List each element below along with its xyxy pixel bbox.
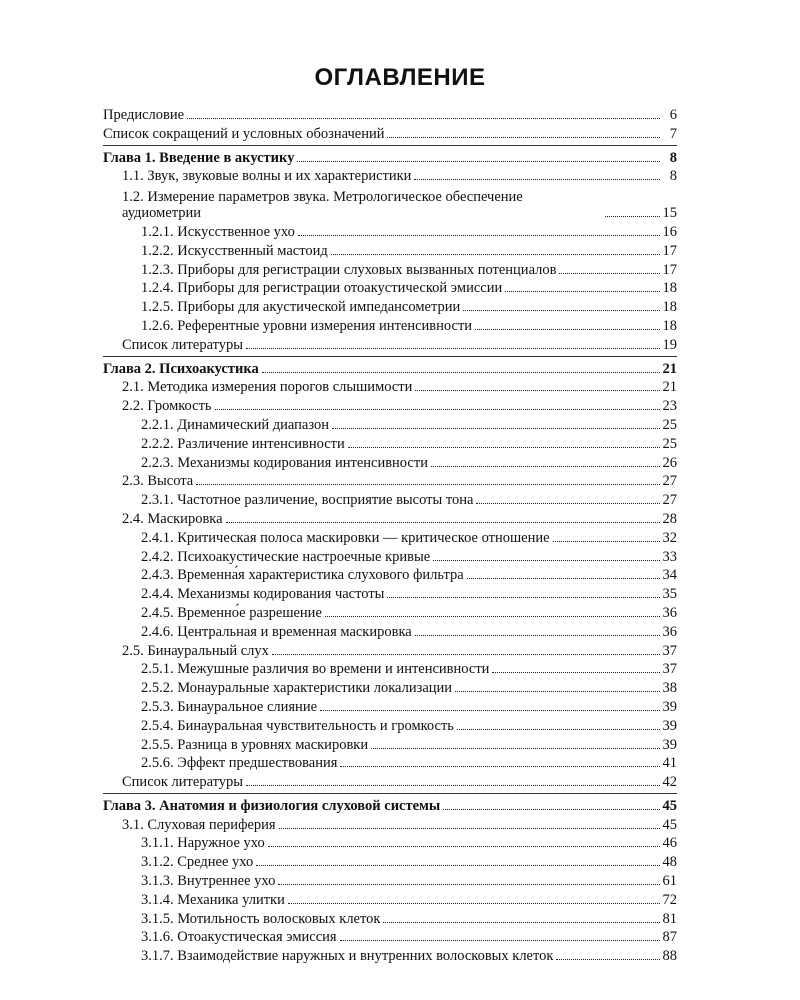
toc-entry[interactable] (103, 737, 677, 753)
toc-entry-page: 23 (662, 398, 677, 415)
toc-entry[interactable] (103, 318, 677, 334)
dot-leader (297, 161, 660, 162)
toc-entry-page: 33 (662, 548, 677, 565)
toc-entry[interactable] (103, 417, 677, 433)
toc-entry-page: 45 (662, 816, 677, 833)
toc-entry[interactable] (103, 817, 677, 833)
dot-leader (279, 828, 660, 829)
toc-entry-page: 48 (662, 854, 677, 871)
toc-entry-page: 42 (662, 774, 677, 791)
toc-entry[interactable] (103, 168, 677, 184)
toc-entry-label: 1.2.6. Референтные уровни измерения интенсивности (141, 317, 473, 334)
toc-entry[interactable] (103, 126, 677, 142)
toc-entry-page: 6 (669, 107, 677, 123)
toc-entry-page: 7 (669, 125, 677, 142)
toc-entry[interactable] (103, 835, 677, 851)
toc-entry-page: 34 (662, 567, 677, 584)
dot-leader (475, 329, 659, 330)
toc-entry-label: 2.4. Маскировка (122, 510, 223, 527)
dot-leader (298, 235, 660, 236)
toc-entry-label: 2.3. Высота (122, 473, 194, 490)
toc-entry[interactable] (103, 774, 677, 790)
toc-entry[interactable] (103, 473, 677, 489)
toc-entry[interactable] (103, 107, 677, 123)
dot-leader (371, 748, 659, 749)
dot-leader (415, 635, 660, 636)
toc-entry[interactable] (103, 492, 677, 508)
toc-entry-label: 3.1.3. Внутреннее ухо (141, 873, 276, 890)
toc-entry[interactable] (103, 398, 677, 414)
toc-entry[interactable] (103, 605, 677, 621)
toc-entry-label: 2.5.6. Эффект предшествования (141, 755, 338, 772)
toc-entry-label: Список сокращений и условных обозначений (103, 125, 385, 142)
toc-entry[interactable] (103, 567, 677, 583)
toc-entry[interactable] (103, 680, 677, 696)
toc-entry[interactable] (103, 586, 677, 602)
toc-entry-page: 27 (662, 492, 677, 509)
toc-chapter-entry[interactable] (103, 150, 677, 166)
dot-leader (505, 291, 659, 292)
toc-entry-label: 1.2.1. Искусственное ухо (141, 223, 295, 240)
toc-entry-label: 2.4.5. Временно́е разрешение (141, 604, 322, 621)
toc-entry-page: 21 (662, 379, 677, 396)
toc-entry-page: 25 (662, 435, 677, 452)
dot-leader (246, 348, 659, 349)
toc-entry[interactable] (103, 873, 677, 889)
dot-leader (414, 179, 660, 180)
toc-entry[interactable] (103, 337, 677, 353)
dot-leader (288, 903, 660, 904)
toc-entry-label: 3.1.4. Механика улитки (141, 891, 285, 908)
dot-leader (246, 785, 659, 786)
toc-entry-page: 21 (662, 360, 677, 377)
dot-leader (387, 137, 660, 138)
toc-entry[interactable] (103, 299, 677, 315)
dot-leader (215, 409, 660, 410)
toc-entry-page: 26 (662, 454, 677, 471)
toc-entry[interactable] (103, 643, 677, 659)
dot-leader (431, 466, 660, 467)
toc-entry[interactable] (103, 892, 677, 908)
toc-entry-label: Глава 2. Психоакустика (103, 360, 259, 377)
toc-entry[interactable] (103, 948, 677, 964)
toc-entry-page: 17 (662, 261, 677, 278)
toc-entry-page: 39 (662, 717, 677, 734)
toc-entry-label: 2.4.1. Критическая полоса маскировки — критическое отношение (141, 529, 550, 546)
dot-leader (605, 216, 660, 217)
chapter-divider (103, 793, 677, 794)
toc-entry-page: 28 (662, 510, 677, 527)
toc-entry-page: 18 (662, 299, 677, 316)
toc-entry-label: 2.4.4. Механизмы кодирования частоты (141, 586, 385, 603)
dot-leader (226, 522, 660, 523)
toc-entry-label: 2.4.6. Центральная и временная маскировка (141, 623, 412, 640)
toc-entry-page: 39 (662, 736, 677, 753)
toc-entry-label: Список литературы (122, 774, 244, 791)
toc-entry-page: 8 (669, 149, 677, 166)
toc-entry-page: 88 (662, 948, 677, 965)
toc-entry-label: 2.5.3. Бинауральное слияние (141, 698, 318, 715)
toc-entry-page: 36 (662, 604, 677, 621)
toc-entry-page: 19 (662, 336, 677, 353)
toc-entry-page: 18 (662, 280, 677, 297)
page-title: ОГЛАВЛЕНИЕ (314, 64, 486, 91)
toc-entry[interactable] (103, 511, 677, 527)
toc-entry-label: 2.5.4. Бинауральная чувствительность и громкость (141, 717, 454, 734)
dot-leader (278, 884, 659, 885)
dot-leader (457, 729, 660, 730)
dot-leader (387, 597, 659, 598)
dot-leader (320, 710, 659, 711)
table-of-contents (103, 107, 677, 967)
dot-leader (443, 809, 659, 810)
toc-entry-page: 38 (662, 680, 677, 697)
toc-entry-page: 46 (662, 835, 677, 852)
toc-entry-page: 18 (662, 317, 677, 334)
toc-chapter-entry[interactable] (103, 798, 677, 814)
dot-leader (433, 560, 659, 561)
toc-entry-page: 36 (662, 623, 677, 640)
dot-leader (331, 254, 660, 255)
toc-entry[interactable] (103, 549, 677, 565)
toc-entry-label: 2.2.3. Механизмы кодирования интенсивности (141, 454, 428, 471)
toc-entry-page: 35 (662, 586, 677, 603)
dot-leader (559, 273, 659, 274)
chapter-divider (103, 145, 677, 146)
toc-entry-label: Глава 1. Введение в акустику (103, 149, 295, 166)
toc-entry-label: 1.2.4. Приборы для регистрации отоакустической эмиссии (141, 280, 503, 297)
dot-leader (383, 922, 659, 923)
toc-entry[interactable] (103, 262, 677, 278)
toc-entry-label: 2.1. Методика измерения порогов слышимости (122, 379, 413, 396)
dot-leader (262, 372, 660, 373)
toc-entry-label: 1.2.3. Приборы для регистрации слуховых вызванных потенциалов (141, 261, 557, 278)
toc-entry-label: 3.1.6. Отоакустическая эмиссия (141, 929, 337, 946)
toc-entry-page: 17 (662, 242, 677, 259)
dot-leader (467, 578, 660, 579)
toc-entry-page: 32 (662, 529, 677, 546)
toc-entry-page: 8 (669, 168, 677, 185)
dot-leader (415, 390, 659, 391)
dot-leader (196, 484, 659, 485)
toc-entry[interactable] (103, 661, 677, 677)
toc-entry-label: 2.5. Бинауральный слух (122, 642, 269, 659)
toc-entry-page: 39 (662, 698, 677, 715)
dot-leader (455, 691, 659, 692)
toc-entry-label: 1.2.2. Искусственный мастоид (141, 242, 328, 259)
toc-entry-label: 2.2.1. Динамический диапазон (141, 416, 329, 433)
toc-entry-label: 1.2.5. Приборы для акустической импедансометрии (141, 299, 461, 316)
dot-leader (556, 959, 659, 960)
toc-entry[interactable] (103, 699, 677, 715)
toc-entry-page: 87 (662, 929, 677, 946)
toc-entry-label: 3.1.5. Мотильность волосковых клеток (141, 910, 381, 927)
dot-leader (268, 846, 660, 847)
toc-entry[interactable] (103, 929, 677, 945)
dot-leader (340, 940, 660, 941)
toc-entry-page: 45 (662, 797, 677, 814)
toc-entry[interactable] (103, 854, 677, 870)
toc-entry[interactable] (103, 911, 677, 927)
toc-entry[interactable] (103, 187, 677, 221)
chapter-divider (103, 356, 677, 357)
dot-leader (325, 616, 660, 617)
toc-entry[interactable] (103, 455, 677, 471)
dot-leader (463, 310, 659, 311)
toc-entry-page: 61 (662, 873, 677, 890)
dot-leader (340, 766, 659, 767)
toc-entry-label: 2.2. Громкость (122, 398, 212, 415)
toc-entry-label: 3.1.1. Наружное ухо (141, 835, 265, 852)
dot-leader (272, 654, 660, 655)
toc-entry-label: 1.2. Измерение параметров звука. Метрологическое обеспечение аудиометрии (122, 189, 523, 222)
toc-entry-label: 3.1.2. Среднее ухо (141, 854, 254, 871)
toc-entry-label: 2.4.3. Временна́я характеристика слухового фильтра (141, 567, 464, 584)
toc-entry-page: 37 (662, 661, 677, 678)
toc-entry-label: Предисловие (103, 107, 185, 123)
toc-entry-page: 15 (662, 205, 677, 222)
dot-leader (187, 118, 660, 119)
toc-chapter-entry[interactable] (103, 361, 677, 377)
toc-entry-page: 72 (662, 891, 677, 908)
toc-entry[interactable] (103, 755, 677, 771)
toc-entry-page: 27 (662, 473, 677, 490)
toc-entry-label: Список литературы (122, 336, 244, 353)
toc-entry-page: 41 (662, 755, 677, 772)
dot-leader (553, 541, 660, 542)
toc-entry-page: 25 (662, 416, 677, 433)
toc-entry-label: 2.3.1. Частотное различение, восприятие высоты тона (141, 492, 474, 509)
toc-entry[interactable] (103, 243, 677, 259)
toc-entry-label: 2.5.1. Межушные различия во времени и интенсивности (141, 661, 490, 678)
toc-entry-label: 2.2.2. Различение интенсивности (141, 435, 345, 452)
toc-entry[interactable] (103, 280, 677, 296)
toc-entry-page: 81 (662, 910, 677, 927)
toc-entry[interactable] (103, 224, 677, 240)
toc-entry-label: 1.1. Звук, звуковые волны и их характеристики (122, 168, 412, 185)
toc-entry-label: 2.5.5. Разница в уровнях маскировки (141, 736, 369, 753)
dot-leader (492, 672, 659, 673)
toc-entry[interactable] (103, 718, 677, 734)
toc-entry[interactable] (103, 379, 677, 395)
dot-leader (348, 447, 660, 448)
toc-entry[interactable] (103, 624, 677, 640)
toc-entry-page: 37 (662, 642, 677, 659)
toc-entry-label: 2.5.2. Монауральные характеристики локализации (141, 680, 453, 697)
dot-leader (332, 428, 660, 429)
toc-entry-label: 3.1.7. Взаимодействие наружных и внутренних волосковых клеток (141, 948, 554, 965)
toc-entry-label: 3.1. Слуховая периферия (122, 816, 276, 833)
dot-leader (256, 865, 659, 866)
toc-entry[interactable] (103, 530, 677, 546)
toc-entry[interactable] (103, 436, 677, 452)
toc-entry-label: Глава 3. Анатомия и физиология слуховой системы (103, 797, 441, 814)
toc-entry-label: 2.4.2. Психоакустические настроечные кривые (141, 548, 431, 565)
dot-leader (476, 503, 659, 504)
toc-entry-page: 16 (662, 223, 677, 240)
